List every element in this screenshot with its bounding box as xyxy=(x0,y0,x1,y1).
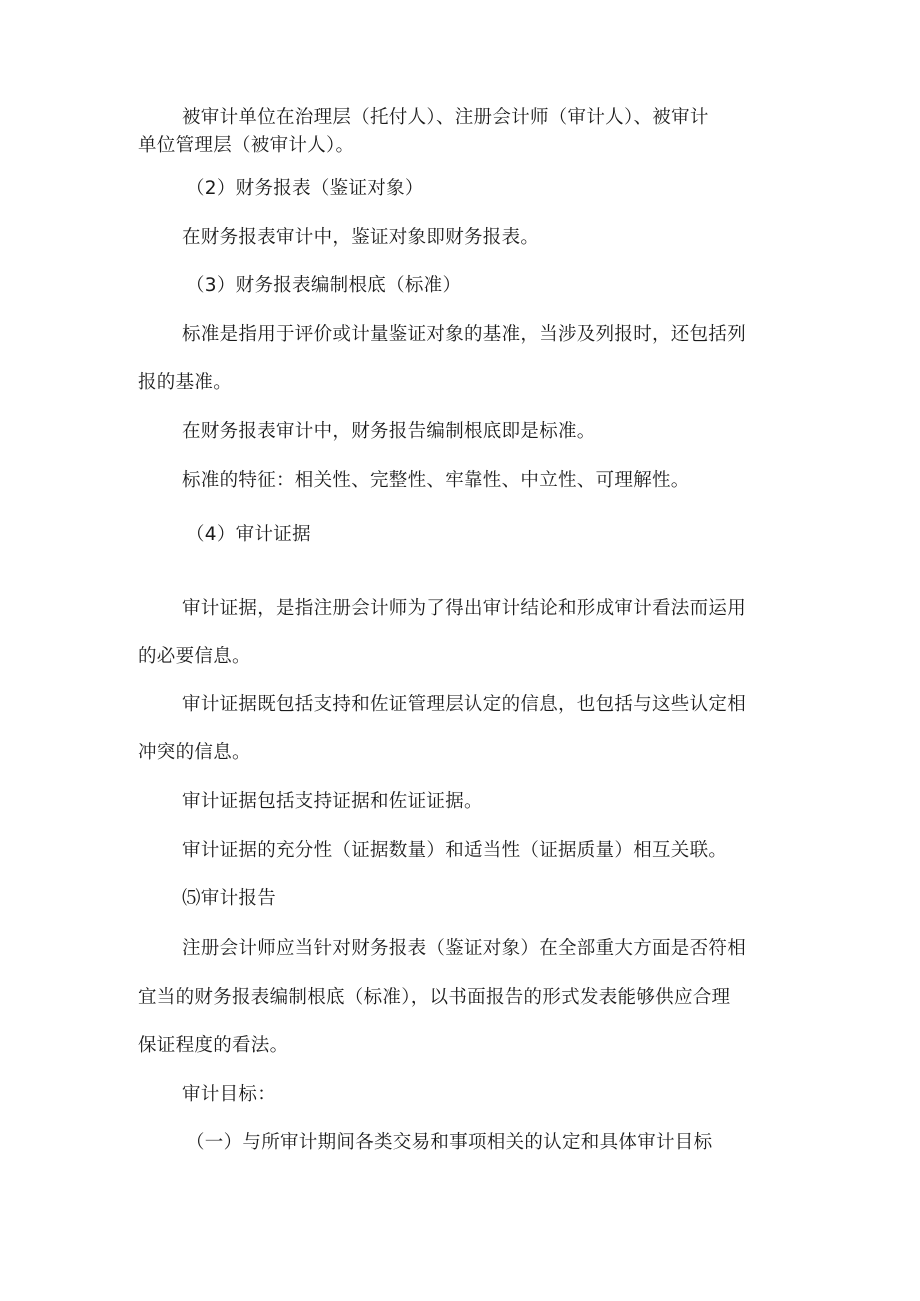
section-heading: （3）财务报表编制根底（标准） xyxy=(186,275,462,296)
paragraph-line: 单位管理层（被审计人）。 xyxy=(138,135,355,156)
paragraph-line: 审计证据包括支持证据和佐证证据。 xyxy=(182,791,483,812)
paragraph-line: 的必要信息。 xyxy=(138,646,251,667)
paragraph-line: 报的基准。 xyxy=(138,372,233,393)
paragraph-line: 冲突的信息。 xyxy=(138,742,251,763)
paragraph-line: 审计目标： xyxy=(182,1084,277,1105)
section-heading: （一）与所审计期间各类交易和事项相关的认定和具体审计目标 xyxy=(186,1132,713,1153)
paragraph-line: 在财务报表审计中，财务报告编制根底即是标准。 xyxy=(182,421,596,442)
paragraph-line: 审计证据，是指注册会计师为了得出审计结论和形成审计看法而运用 xyxy=(182,598,747,619)
paragraph-line: 保证程度的看法。 xyxy=(138,1035,289,1056)
section-heading: （2）财务报表（鉴证对象） xyxy=(186,178,424,199)
paragraph-line: 注册会计师应当针对财务报表（鉴证对象）在全部重大方面是否符相 xyxy=(182,938,747,959)
paragraph-line: 被审计单位在治理层（托付人）、注册会计师（审计人）、被审计 xyxy=(182,107,709,128)
paragraph-line: 标准的特征：相关性、完整性、牢靠性、中立性、可理解性。 xyxy=(182,470,690,491)
paragraph-line: 标准是指用于评价或计量鉴证对象的基准，当涉及列报时，还包括列 xyxy=(182,324,747,345)
section-heading: （4）审计证据 xyxy=(186,524,311,545)
paragraph-line: 审计证据的充分性（证据数量）和适当性（证据质量）相互关联。 xyxy=(182,840,728,861)
paragraph-line: 宜当的财务报表编制根底（标准），以书面报告的形式发表能够供应合理 xyxy=(138,987,731,1008)
section-heading: ⑸审计报告 xyxy=(182,888,277,909)
paragraph-line: 审计证据既包括支持和佐证管理层认定的信息，也包括与这些认定相 xyxy=(182,694,747,715)
paragraph-line: 在财务报表审计中，鉴证对象即财务报表。 xyxy=(182,227,540,248)
